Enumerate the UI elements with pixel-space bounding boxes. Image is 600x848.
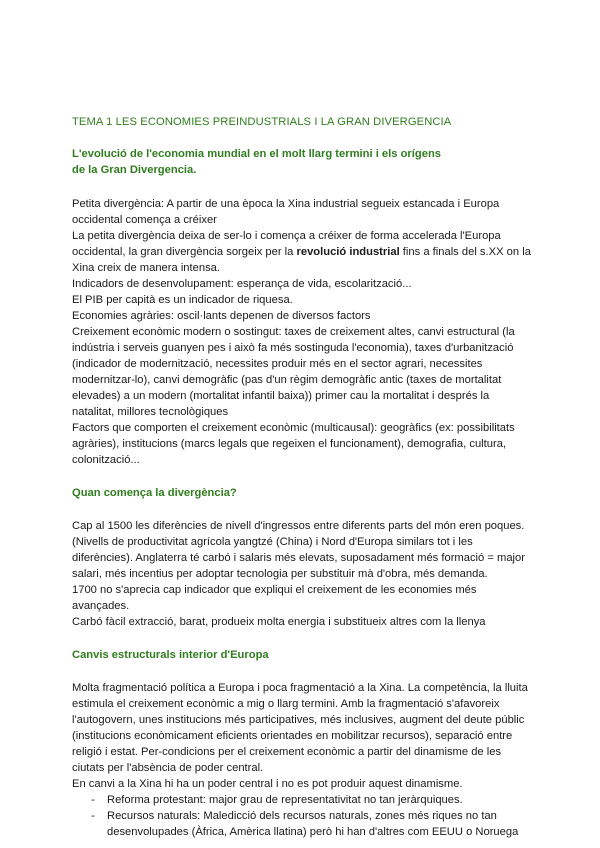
list-item: - Recursos naturals: Maledicció dels recursos naturals, zones més riques no tan desenvolupades (Àfrica, Amèrica llatina) però hi han d'altres com EEUU o Noruega xyxy=(91,808,532,840)
text-run: La petita divergència deixa de ser-lo i comença a créixer de forma accelerada l'Europa occidental, la gran divergència sorgeix per la xyxy=(72,230,501,258)
paragraph-gran-divergencia xyxy=(72,228,532,276)
paragraph-fragmentacio: Molta fragmentació política a Europa i poca fragmentació a la Xina. La competència, la lluita estimula el creixement econòmic a mig o llarg termini. Amb la fragmentació s'afavoreix l'autogovern, unes institucions més participatives, més inclusives, augment del deute públic (institucions econòmicament eficients orientades en mobilitzar recursos), separació entre religió i estat. Per-condicions per el creixement econòmic a partir del dinamisme de les ciutats per l'absència de poder central. xyxy=(72,682,528,774)
paragraph-pib: El PIB per capità es un indicador de riquesa. xyxy=(72,294,293,306)
paragraph-1700: 1700 no s'aprecia cap indicador que expliqui el creixement de les economies més avançades. xyxy=(72,584,477,612)
bullet-list xyxy=(72,792,532,840)
paragraph-petita-divergencia: Petita divergència: A partir de una època la Xina industrial segueix estancada i Europa occidental comença a créixer xyxy=(72,198,500,226)
paragraph-indicadors: Indicadors de desenvolupament: esperança de vida, escolarització... xyxy=(72,278,412,290)
paragraph-creixement-modern: Creixement econòmic modern o sostingut: taxes de creixement altes, canvi estructural (la indústria i serveis guanyen pes i això fa més sostinguda l'economia), taxes d'urbanització (indicador de modernització, necessites produir més en el sector agrari, necessites modernitzar-lo), canvi demogràfic (pas d'un règim demogràfic antic (taxes de mortalitat elevades) a un modern (mortalitat infantil baixa)) primer cau la mortalitat i després la natalitat, millores tecnològiques xyxy=(72,326,515,418)
document-title: TEMA 1 LES ECONOMIES PREINDUSTRIALS I LA GRAN DIVERGENCIA xyxy=(72,116,452,128)
paragraph-carbo: Carbó fàcil extracció, barat, produeix molta energia i substitueix altres com la llenya xyxy=(72,616,486,628)
paragraph-factors: Factors que comporten el creixement econòmic (multicausal): geogràfics (ex: possibilitats agràries), institucions (marcs legals que regeixen el funcionament), demografia, cultura, colonització... xyxy=(72,422,515,466)
paragraph-cap-al-1500: Cap al 1500 les diferències de nivell d'ingressos entre diferents parts del món eren poques. (Nivells de productivitat agrícola yangtzé (China) i Nord d'Europa similars tot i les diferències). Anglaterra té carbó i salaris més elevats, suposadament més formació = major salari, més incentius per adoptar tecnologia per substituir mà d'obra, més demanda. xyxy=(72,520,525,580)
bold-term: revolució industrial xyxy=(296,246,400,258)
section-heading-evolucio xyxy=(72,146,532,178)
document-body xyxy=(72,114,532,840)
section-heading-quan-comenca: Quan comença la divergència? xyxy=(72,487,237,499)
list-item: - Reforma protestant: major grau de representativitat no tan jeràrquiques. xyxy=(91,792,532,808)
paragraph-economies-agraries: Economies agràries: oscil·lants depenen de diversos factors xyxy=(72,310,371,322)
text-run: fins a finals del s.XX on la Xina creix de manera intensa. xyxy=(72,246,531,274)
heading-line-1: L'evolució de l'economia mundial en el molt llarg termini i els orígens xyxy=(72,148,441,160)
heading-line-2: de la Gran Divergencia. xyxy=(72,164,197,176)
paragraph-xina-poder-central: En canvi a la Xina hi ha un poder central i no es pot produir aquest dinamisme. xyxy=(72,778,463,790)
section-heading-canvis-estructurals: Canvis estructurals interior d'Europa xyxy=(72,649,269,661)
